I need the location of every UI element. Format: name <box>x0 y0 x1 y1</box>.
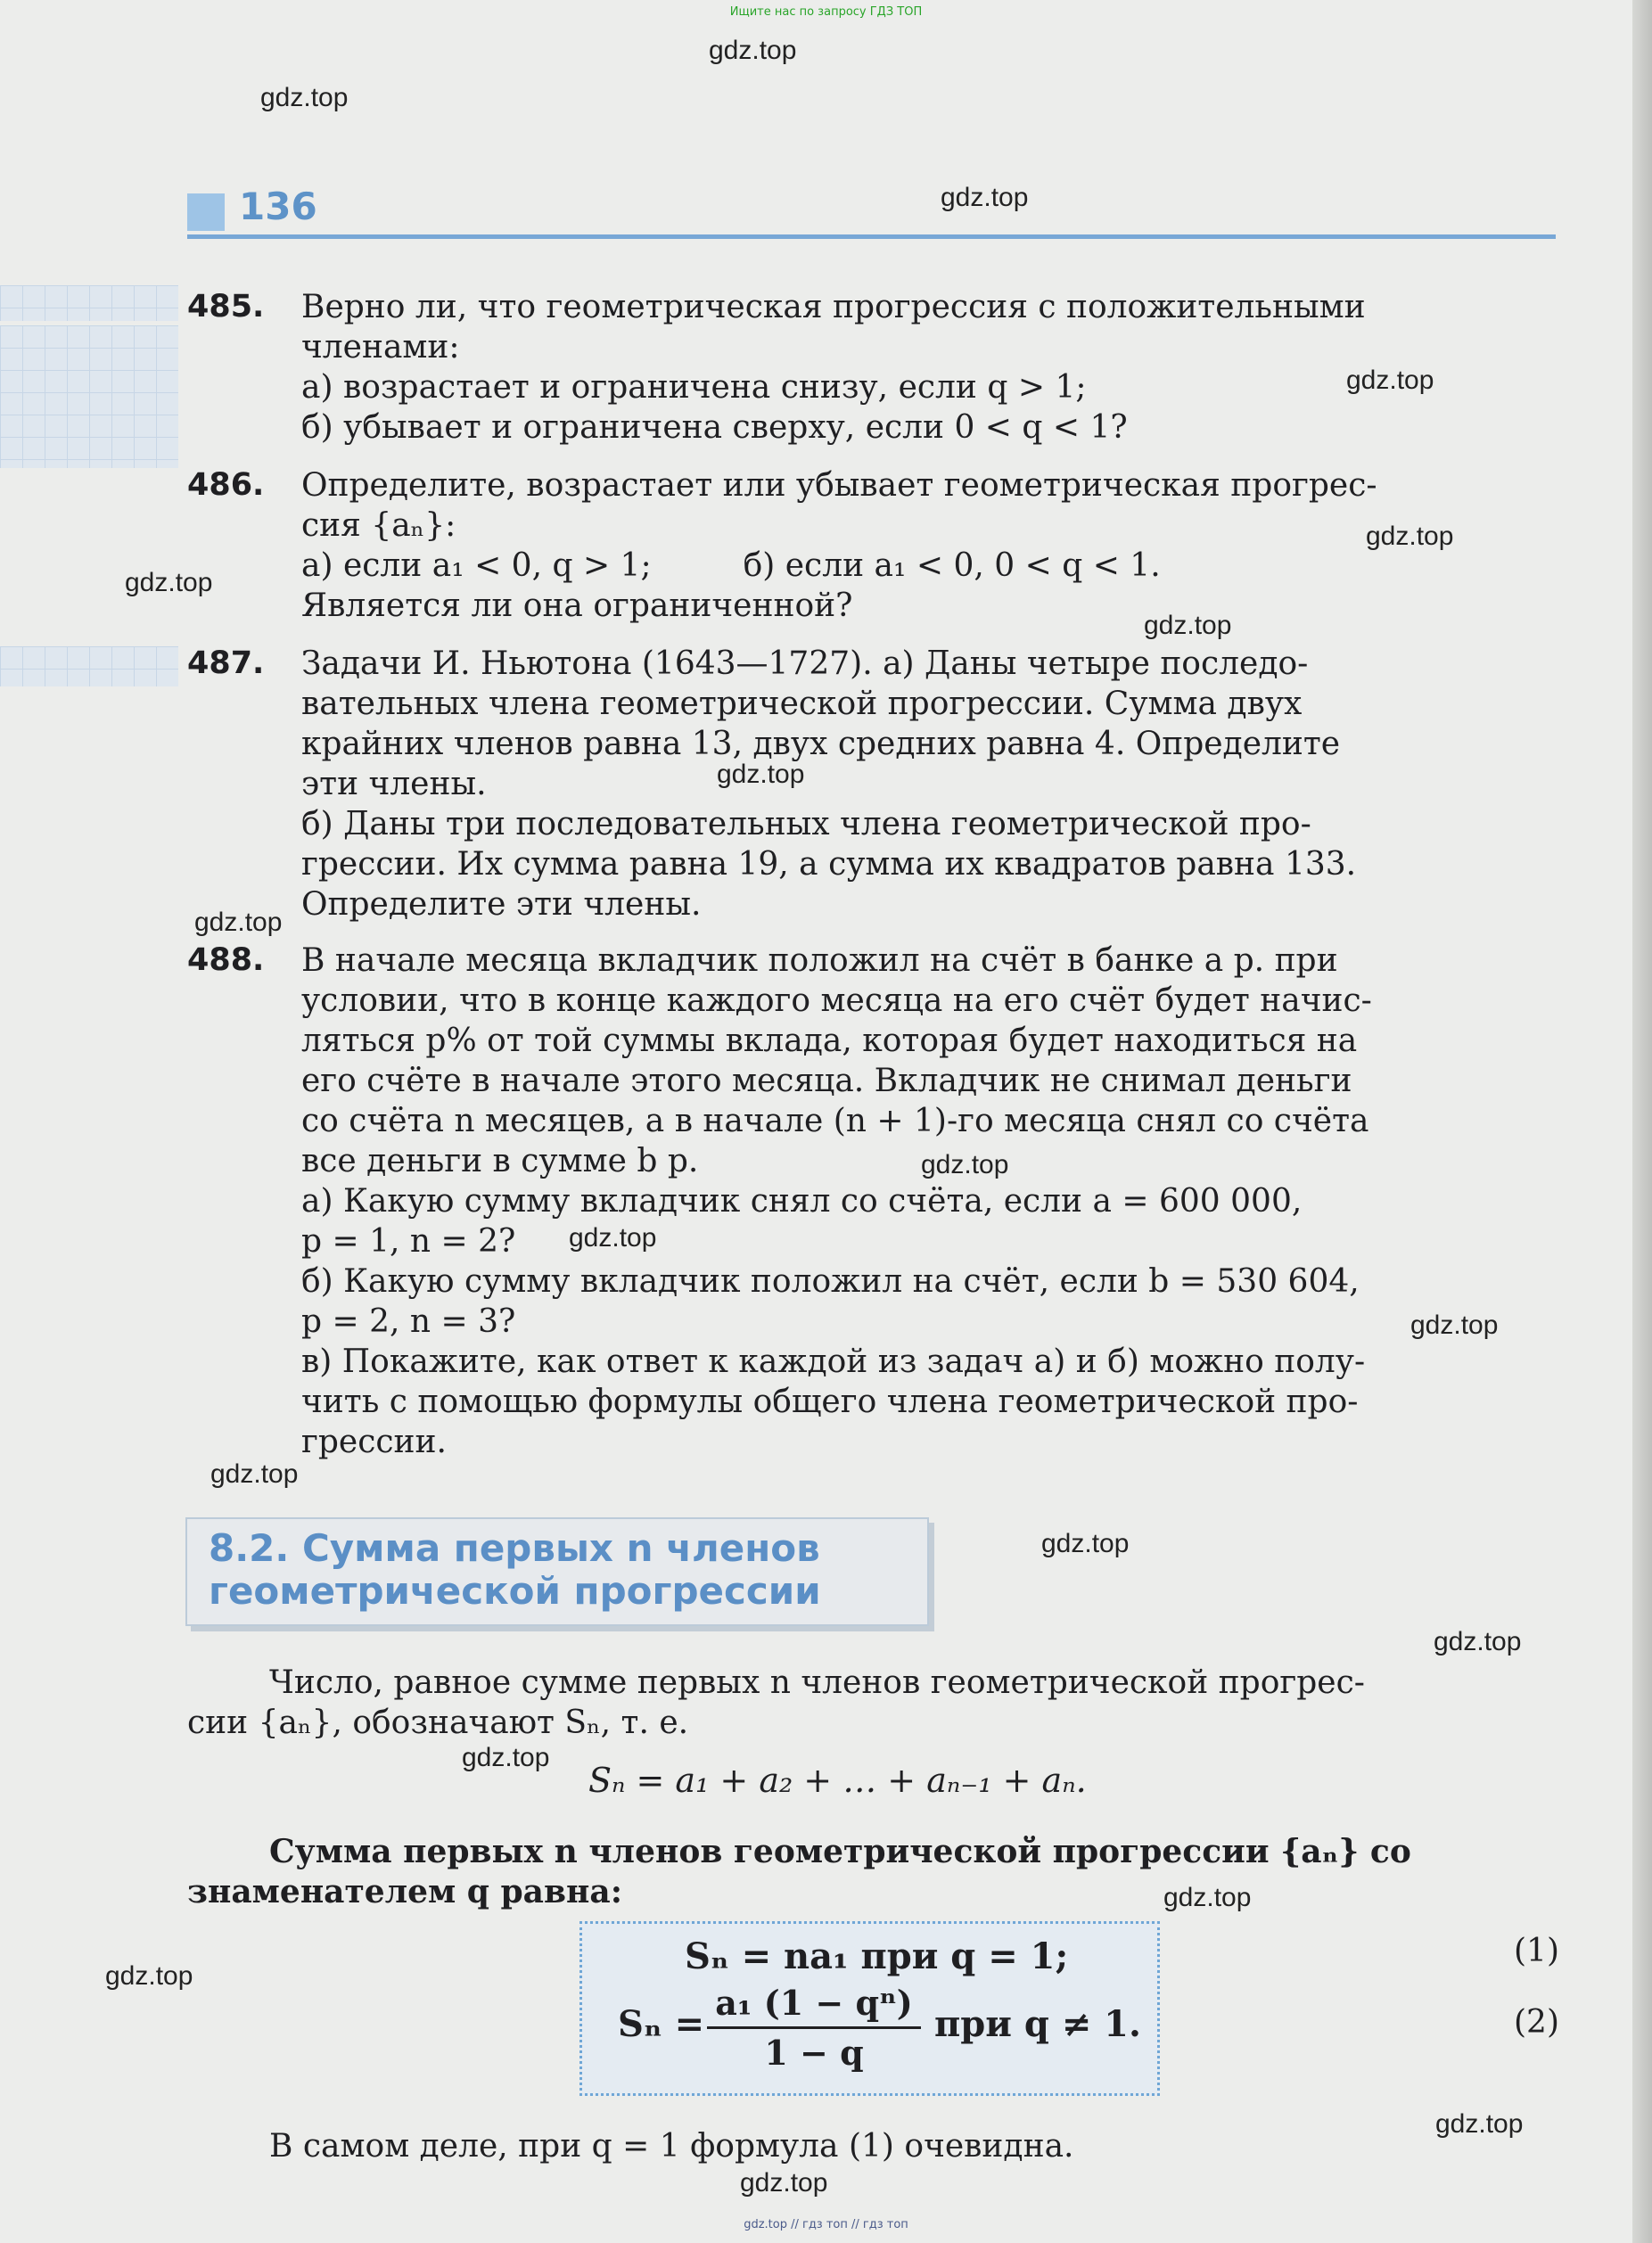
watermark: gdz.top <box>1163 1883 1252 1912</box>
watermark: gdz.top <box>1435 2109 1524 2139</box>
section-heading-box <box>185 1517 929 1626</box>
rule-line: Сумма первых n членов геометрической прогрессии {aₙ} со <box>269 1833 1411 1870</box>
bottom-footer-note: gdz.top // гдз топ // гдз топ <box>744 2218 908 2231</box>
problem-488-line: все деньги в сумме b р. <box>301 1143 699 1179</box>
formula-2-left: Sₙ = <box>618 2003 705 2045</box>
watermark: gdz.top <box>194 908 283 937</box>
watermark: gdz.top <box>125 568 213 597</box>
formula-2-fraction <box>707 1983 921 2073</box>
problem-number-485: 485. <box>187 289 265 325</box>
formula-2-numerator: a₁ (1 − qⁿ) <box>715 1983 913 2023</box>
problem-number-488: 488. <box>187 942 265 978</box>
watermark: gdz.top <box>1434 1627 1522 1656</box>
equation-number-1: (1) <box>1514 1933 1559 1969</box>
problem-488-line: условии, что в конце каждого месяца на его счёт будет начис- <box>301 982 1372 1019</box>
watermark: gdz.top <box>1366 522 1454 551</box>
problem-488-line: В начале месяца вкладчик положил на счёт в банке a р. при <box>301 942 1338 979</box>
problem-number-486: 486. <box>187 467 265 503</box>
problem-488-line: p = 2, n = 3? <box>301 1303 516 1340</box>
problem-487-line: вательных члена геометрической прогрессии. Сумма двух <box>301 686 1303 722</box>
problem-488-line: ляться p% от той суммы вклада, которая будет находиться на <box>301 1023 1358 1059</box>
watermark: gdz.top <box>1041 1529 1130 1558</box>
problem-486-line: Является ли она ограниченной? <box>301 587 853 624</box>
watermark: gdz.top <box>1410 1310 1499 1340</box>
problem-487-line: б) Даны три последовательных члена геометрической про- <box>301 806 1311 842</box>
closing-line: В самом деле, при q = 1 формула (1) очевидна. <box>269 2128 1074 2165</box>
intro-line: сии {aₙ}, обозначают Sₙ, т. е. <box>187 1705 689 1741</box>
problem-485-line: б) убывает и ограничена сверху, если 0 < q < 1? <box>301 409 1128 446</box>
problem-488-line: грессии. <box>301 1424 447 1460</box>
formula-2-denominator: 1 − q <box>764 2033 864 2073</box>
watermark: gdz.top <box>709 36 797 65</box>
page-header <box>187 183 1556 239</box>
problem-488-line: его счёте в начале этого месяца. Вкладчик не снимал деньги <box>301 1063 1352 1099</box>
watermark: gdz.top <box>1346 366 1434 395</box>
problem-488-line: со счёта n месяцев, а в начале (n + 1)-го месяца снял со счёта <box>301 1103 1369 1139</box>
problem-485-line: а) возрастает и ограничена снизу, если q > 1; <box>301 369 1087 406</box>
watermark: gdz.top <box>260 83 349 112</box>
watermark: gdz.top <box>921 1150 1009 1179</box>
problem-487-line: грессии. Их сумма равна 19, а сумма их квадратов равна 133. <box>301 846 1357 883</box>
page-number: 136 <box>239 185 317 228</box>
problem-488-line: p = 1, n = 2? <box>301 1223 516 1260</box>
watermark: gdz.top <box>717 760 805 789</box>
problem-488-line: в) Покажите, как ответ к каждой из задач а) и б) можно полу- <box>301 1343 1366 1380</box>
problem-487-line: Определите эти члены. <box>301 886 702 923</box>
margin-grid-decoration <box>0 646 178 686</box>
top-search-note: Ищите нас по запросу ГДЗ ТОП <box>729 5 923 19</box>
problem-486-line: а) если a₁ < 0, q > 1; б) если a₁ < 0, 0 < q < 1. <box>301 547 1161 584</box>
equation-number-2: (2) <box>1514 2004 1559 2041</box>
problem-487-line: эти члены. <box>301 766 487 802</box>
sum-formula-box <box>579 1921 1160 2096</box>
formula-1: Sₙ = na₁ при q = 1; <box>685 1935 1069 1977</box>
problem-485-line: Верно ли, что геометрическая прогрессия с положительными <box>301 289 1366 325</box>
problem-486-line: Определите, возрастает или убывает геометрическая прогрес- <box>301 467 1377 504</box>
intro-line: Число, равное сумме первых n членов геометрической прогрес- <box>269 1664 1365 1701</box>
watermark: gdz.top <box>569 1223 657 1253</box>
watermark: gdz.top <box>740 2168 828 2198</box>
section-title-line-1: 8.2. Сумма первых n членов <box>209 1526 820 1570</box>
rule-line: знаменателем q равна: <box>187 1873 622 1910</box>
watermark: gdz.top <box>941 183 1029 212</box>
watermark: gdz.top <box>105 1961 193 1991</box>
header-marker <box>187 193 225 231</box>
formula-2-right: при q ≠ 1. <box>934 2003 1141 2045</box>
problem-486-line: сия {aₙ}: <box>301 507 456 544</box>
problem-488-line: чить с помощью формулы общего члена геометрической про- <box>301 1384 1359 1420</box>
margin-grid-decoration <box>0 325 178 468</box>
watermark: gdz.top <box>210 1459 299 1489</box>
watermark: gdz.top <box>1144 611 1232 640</box>
problem-488-line: б) Какую сумму вкладчик положил на счёт, если b = 530 604, <box>301 1263 1360 1300</box>
page-edge-shadow <box>1632 0 1652 2243</box>
problem-488-line: а) Какую сумму вкладчик снял со счёта, если a = 600 000, <box>301 1183 1303 1220</box>
section-title-line-2: геометрической прогрессии <box>209 1569 821 1613</box>
problem-487-line: Задачи И. Ньютона (1643—1727). а) Даны четыре последо- <box>301 645 1309 682</box>
problem-487-line: крайних членов равна 13, двух средних равна 4. Определите <box>301 726 1341 762</box>
watermark: gdz.top <box>462 1743 550 1772</box>
margin-grid-decoration <box>0 285 178 321</box>
problem-485-line: членами: <box>301 329 460 366</box>
fraction-bar <box>707 2026 921 2029</box>
problem-number-487: 487. <box>187 645 265 681</box>
sum-definition-formula: Sₙ = a₁ + a₂ + … + aₙ₋₁ + aₙ. <box>588 1761 1087 1800</box>
